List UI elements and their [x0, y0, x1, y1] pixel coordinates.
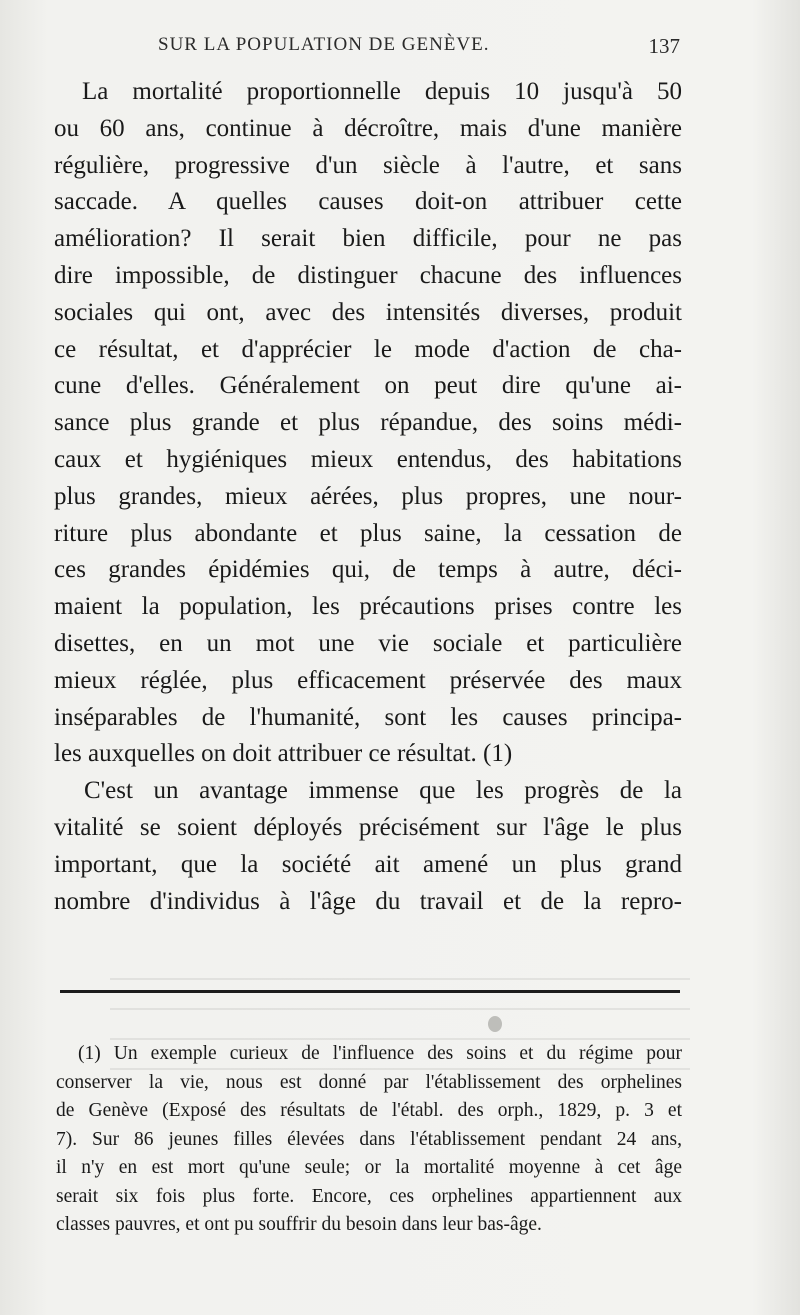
page-number: 137 — [648, 34, 680, 58]
text-line: ou 60 ans, continue à décroître, mais d'une manière — [54, 114, 682, 142]
ink-smudge — [488, 1016, 502, 1032]
footnote-rule — [60, 990, 680, 993]
footnote-line: 7). Sur 86 jeunes filles élevées dans l'établissement pendant 24 ans, — [56, 1128, 682, 1150]
text-line: les auxquelles on doit attribuer ce résultat. (1) — [54, 740, 513, 768]
body-text — [54, 74, 682, 920]
text-line: mieux réglée, plus efficacement préservée des maux — [54, 666, 682, 694]
text-line: ce résultat, et d'apprécier le mode d'action de cha- — [54, 335, 682, 363]
footnote-line: il n'y en est mort qu'une seule; or la mortalité moyenne à cet âge — [56, 1157, 682, 1178]
text-line: inséparables de l'humanité, sont les causes principa- — [54, 703, 682, 731]
text-line: important, que la société ait amené un plus grand — [54, 850, 682, 878]
footnote-line: serait six fois plus forte. Encore, ces orphelines appartiennent aux — [56, 1185, 682, 1207]
text-line: maient la population, les précautions prises contre les — [54, 593, 682, 621]
text-line: nombre d'individus à l'âge du travail et de la repro- — [54, 887, 682, 915]
text-line: sance plus grande et plus répandue, des soins médi- — [54, 409, 682, 437]
text-line: ces grandes épidémies qui, de temps à autre, déci- — [54, 556, 682, 584]
text-line: saccade. A quelles causes doit-on attribuer cette — [54, 188, 682, 216]
text-line: régulière, progressive d'un siècle à l'autre, et sans — [54, 151, 682, 179]
footnote-line: conserver la vie, nous est donné par l'établissement des orphelines — [56, 1071, 682, 1093]
text-line: disettes, en un mot une vie sociale et particulière — [54, 629, 682, 657]
footnote-line: (1) Un exemple curieux de l'influence des soins et du régime pour — [78, 1043, 682, 1064]
text-line: cune d'elles. Généralement on peut dire qu'une ai- — [54, 372, 682, 400]
text-line: plus grandes, mieux aérées, plus propres, une nour- — [54, 482, 682, 510]
running-title: SUR LA POPULATION DE GENÈVE. — [158, 34, 490, 55]
text-line: sociales qui ont, avec des intensités diverses, produit — [54, 298, 682, 326]
footnote-line: de Genève (Exposé des résultats de l'établ. des orph., 1829, p. 3 et — [56, 1100, 682, 1121]
text-line: dire impossible, de distinguer chacune des influences — [54, 261, 682, 289]
text-line: C'est un avantage immense que les progrès de la — [84, 777, 682, 805]
running-head — [60, 34, 680, 64]
text-line: La mortalité proportionnelle depuis 10 jusqu'à 50 — [82, 78, 682, 105]
footnote-line: classes pauvres, et ont pu souffrir du besoin dans leur bas-âge. — [56, 1214, 542, 1235]
text-line: riture plus abondante et plus saine, la cessation de — [54, 519, 682, 547]
text-line: caux et hygiéniques mieux entendus, des habitations — [54, 445, 682, 473]
text-line: vitalité se soient déployés précisément sur l'âge le plus — [54, 813, 682, 841]
footnote — [56, 1040, 682, 1240]
text-line: amélioration? Il serait bien difficile, pour ne pas — [54, 225, 682, 253]
